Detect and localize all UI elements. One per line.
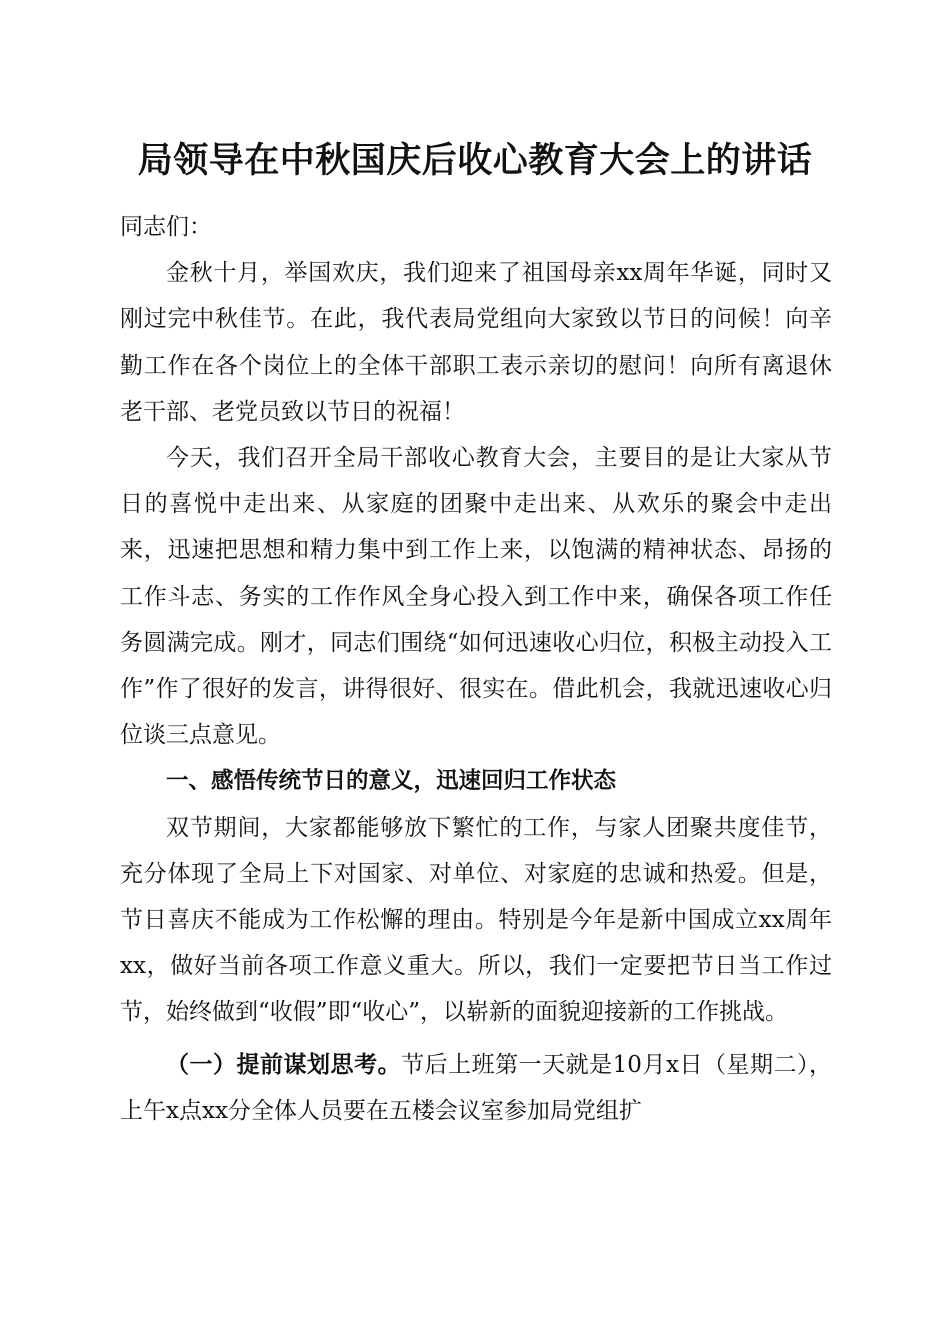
sub-section-paragraph (120, 1036, 832, 1134)
document-title: 局领导在中秋国庆后收心教育大会上的讲话 (137, 141, 813, 181)
document-body (120, 204, 832, 1134)
section-paragraph: 双节期间，大家都能够放下繁忙的工作，与家人团聚共度佳节，充分体现了全局上下对国家、对单位、对家庭的忠诚和热爱。但是，节日喜庆不能成为工作松懈的理由。特别是今年是新中国成立xx周年xx，做好当前各项工作意义重大。所以，我们一定要把节日当工作过节，始终做到“收假”即“收心”，以崭新的面貌迎接新的工作挑战。 (120, 814, 832, 1026)
paragraph-1: 金秋十月，举国欢庆，我们迎来了祖国母亲xx周年华诞，同时又刚过完中秋佳节。在此，我代表局党组向大家致以节日的问候！向辛勤工作在各个岗位上的全体干部职工表示亲切的慰问！向所有离退休老干部、老党员致以节日的祝福！ (120, 260, 832, 425)
section-heading: 一、感悟传统节日的意义，迅速回归工作状态 (166, 768, 617, 795)
paragraph-2: 今天，我们召开全局干部收心教育大会，主要目的是让大家从节日的喜悦中走出来、从家庭的团聚中走出来、从欢乐的聚会中走出来，迅速把思想和精力集中到工作上来，以饱满的精神状态、昂扬的工作斗志、务实的工作作风全身心投入到工作中来，确保各项工作任务圆满完成。刚才，同志们围绕“如何迅速收心归位，积极主动投入工作”作了很好的发言，讲得很好、很实在。借此机会，我就迅速收心归位谈三点意见。 (120, 445, 832, 749)
sub-section-text: 节后上班第一天就是10月x日（星期二），上午x点xx分全体人员要在五楼会议室参加局党组扩 (120, 1051, 832, 1124)
salutation: 同志们： (120, 214, 212, 240)
sub-heading: （一）提前谋划思考。 (166, 1050, 402, 1078)
